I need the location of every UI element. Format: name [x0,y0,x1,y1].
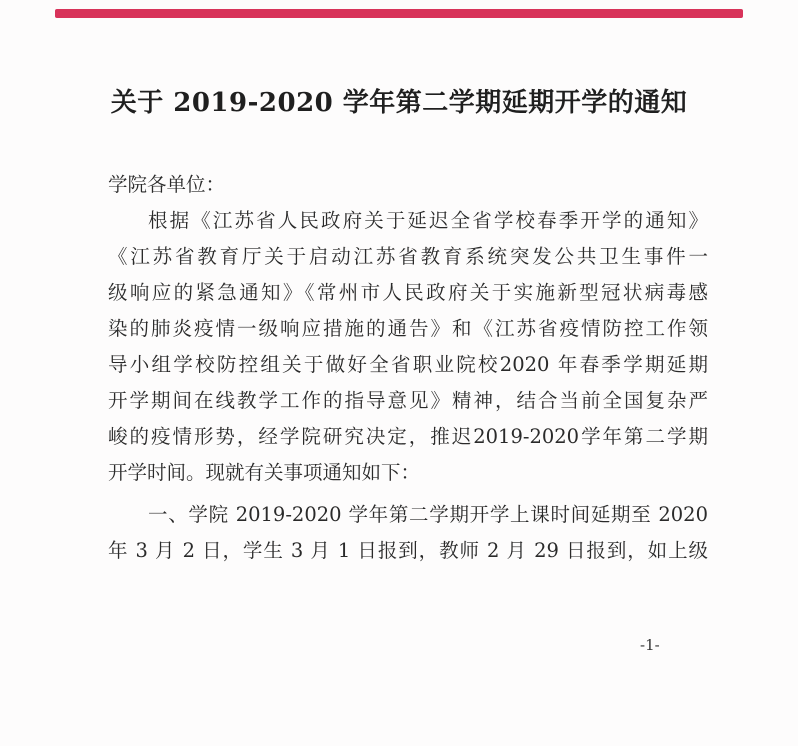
red-header-rule [55,9,743,18]
body-line: 开学期间在线教学工作的指导意见》精神，结合当前全国复杂严 [108,389,708,412]
salutation: 学院各单位： [108,173,226,196]
document-title: 关于 2019-2020 学年第二学期延期开学的通知 [110,88,688,118]
body-line: 《江苏省教育厅关于启动江苏省教育系统突发公共卫生事件一 [108,245,708,268]
body-line: 染的肺炎疫情一级响应措施的通告》和《江苏省疫情防控工作领 [108,317,708,340]
body-line: 峻的疫情形势，经学院研究决定，推迟2019-2020学年第二学期 [108,425,708,448]
body-line: 根据《江苏省人民政府关于延迟全省学校春季开学的通知》 [148,209,708,232]
body-line: 导小组学校防控组关于做好全省职业院校2020 年春季学期延期 [108,353,708,376]
body-line: 年 3 月 2 日，学生 3 月 1 日报到，教师 2 月 29 日报到，如上级 [108,539,708,562]
body-line: 开学时间。现就有关事项通知如下： [108,461,421,484]
body-line: 一、学院 2019-2020 学年第二学期开学上课时间延期至 2020 [148,503,708,526]
body-line: 级响应的紧急通知》《常州市人民政府关于实施新型冠状病毒感 [108,281,708,304]
page-number: -1- [640,636,660,654]
